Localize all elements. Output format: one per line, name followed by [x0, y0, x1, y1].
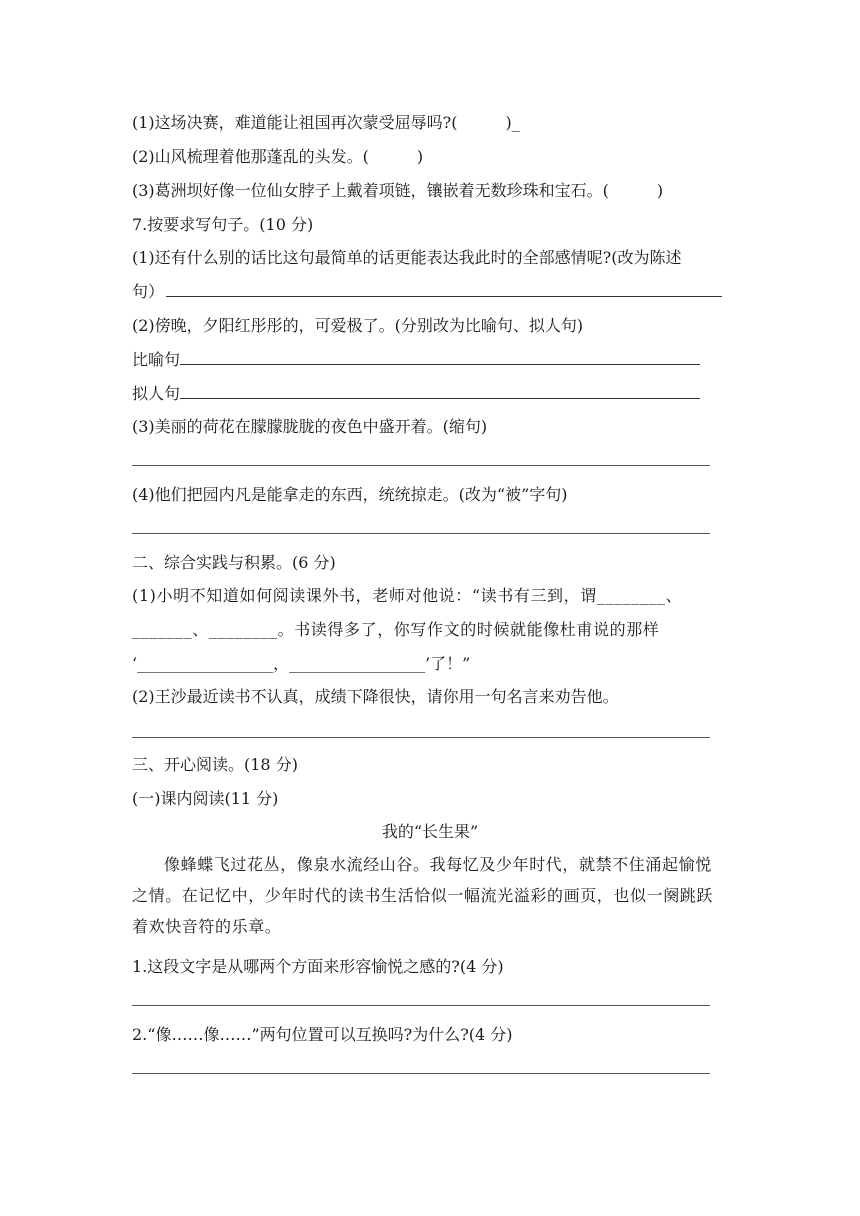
part-two-q1-line3: ‘_________________，_________________’了！”: [132, 654, 471, 673]
passage-title: 我的“长生果”: [381, 822, 479, 841]
part-three-heading: 三、开心阅读。(18 分): [132, 755, 298, 774]
question-7-2-personify: [132, 383, 700, 405]
part-two-heading: 二、综合实践与积累。(6 分): [132, 553, 336, 572]
reading-question-2: 2.“像……像……”两句位置可以互换吗?为什么?(4 分): [132, 1025, 513, 1044]
question-7-1-suffix: 句）: [132, 282, 165, 301]
answer-line[interactable]: [132, 533, 710, 534]
answer-blank[interactable]: [180, 364, 700, 365]
question-7-1-line1: (1)还有什么别的话比这句最简单的话更能表达我此时的全部感情呢?(改为陈述: [132, 248, 682, 267]
question-6-3: (3)葛洲坝好像一位仙女脖子上戴着项链，镶嵌着无数珍珠和宝石。( ): [132, 181, 664, 200]
part-three-sub-heading: (一)课内阅读(11 分): [132, 789, 279, 808]
part-two-q2: (2)王沙最近读书不认真，成绩下降很快，请你用一句名言来劝告他。: [132, 687, 619, 706]
answer-line[interactable]: [132, 1005, 710, 1006]
question-7-1-line2: [132, 281, 722, 303]
question-7-3: (3)美丽的荷花在朦朦胧胧的夜色中盛开着。(缩句): [132, 417, 488, 436]
part-two-q1-line1: (1)小明不知道如何阅读课外书，老师对他说：“读书有三到，谓________、: [132, 586, 683, 605]
answer-line[interactable]: [132, 1073, 710, 1074]
passage-text: 像蜂蝶飞过花丛，像泉水流经山谷。我每忆及少年时代，就禁不住涌起愉悦之情。在记忆中，少年时代的读书生活恰似一幅流光溢彩的画页，也似一阕跳跃着欢快音符的乐章。: [132, 855, 714, 936]
question-6-1: (1)这场决赛，难道能让祖国再次蒙受屈辱吗?( )_: [132, 113, 520, 132]
answer-line[interactable]: [132, 737, 710, 738]
metaphor-label: 比喻句: [132, 350, 181, 369]
personify-label: 拟人句: [132, 384, 181, 403]
answer-blank[interactable]: [180, 398, 700, 399]
part-two-q1-line2: _______、________。书读得多了，你写作文的时候就能像杜甫说的那样: [132, 620, 660, 639]
question-7-2-metaphor: [132, 349, 700, 371]
question-7-2: (2)傍晚，夕阳红彤彤的，可爱极了。(分别改为比喻句、拟人句): [132, 316, 584, 335]
question-7-4: (4)他们把园内凡是能拿走的东西，统统掠走。(改为“被”字句): [132, 485, 568, 504]
answer-blank[interactable]: [166, 296, 722, 297]
reading-question-1: 1.这段文字是从哪两个方面来形容愉悦之感的?(4 分): [132, 957, 504, 976]
question-7-heading: 7.按要求写句子。(10 分): [132, 215, 314, 234]
question-6-2: (2)山风梳理着他那蓬乱的头发。( ): [132, 147, 424, 166]
answer-line[interactable]: [132, 465, 710, 466]
